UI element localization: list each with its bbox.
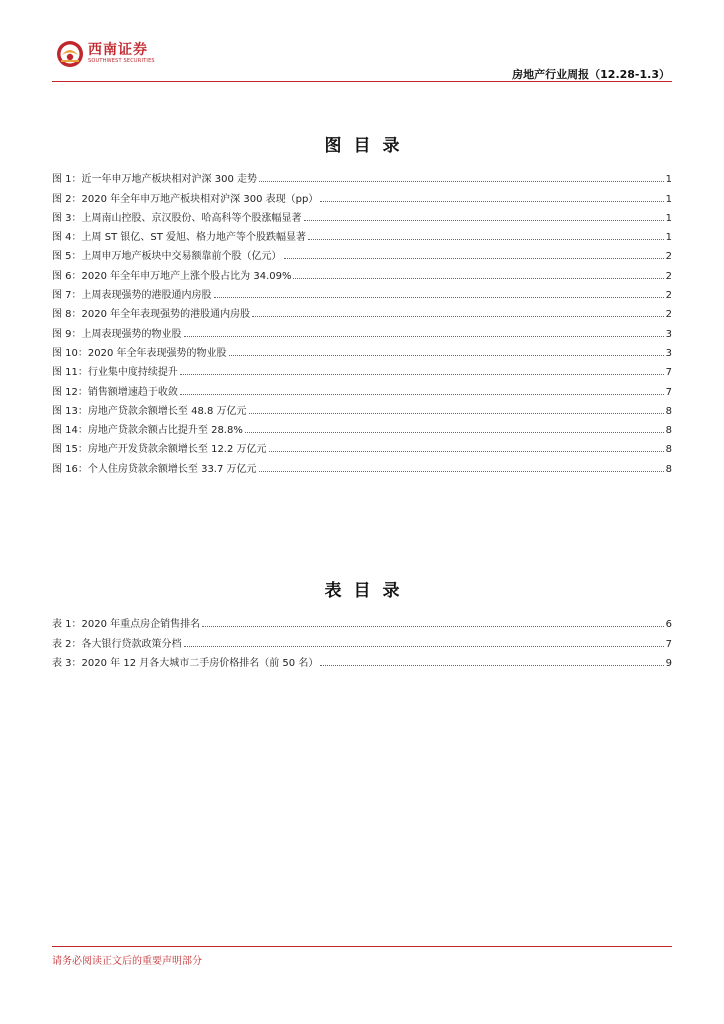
toc-entry-label: 图 1：近一年申万地产板块相对沪深 300 走势 (52, 174, 257, 186)
toc-page-number: 2 (665, 251, 672, 263)
toc-page-number: 8 (665, 444, 672, 456)
figure-toc-row[interactable] (52, 262, 672, 281)
table-toc-row[interactable] (52, 650, 672, 669)
toc-entry-label: 表 2：各大银行贷款政策分档 (52, 638, 182, 650)
toc-entry-label: 图 12：销售额增速趋于收敛 (52, 386, 178, 398)
toc-entry-label: 图 9：上周表现强势的物业股 (52, 328, 182, 340)
toc-page-number: 8 (665, 405, 672, 417)
toc-entry-label: 图 8：2020 年全年表现强势的港股通内房股 (52, 309, 251, 321)
figure-toc-row[interactable] (52, 417, 672, 436)
toc-page-number: 2 (665, 290, 672, 302)
figure-toc-row[interactable] (52, 359, 672, 378)
toc-entry-label: 图 10：2020 年全年表现强势的物业股 (52, 347, 227, 359)
toc-page-number: 6 (665, 619, 672, 631)
table-toc-list (52, 611, 672, 669)
figure-toc-row[interactable] (52, 224, 672, 243)
figure-toc-list (52, 166, 672, 475)
toc-entry-label: 图 11：行业集中度持续提升 (52, 367, 178, 379)
toc-leader (304, 220, 664, 221)
toc-page-number: 1 (665, 193, 672, 205)
figure-toc-row[interactable] (52, 282, 672, 301)
figure-toc-row[interactable] (52, 301, 672, 320)
footer-divider (52, 946, 672, 947)
toc-entry-label: 图 5：上周申万地产板块中交易额靠前个股（亿元） (52, 251, 282, 263)
figure-toc-row[interactable] (52, 398, 672, 417)
toc-page-number: 3 (665, 347, 672, 359)
figure-toc-row[interactable] (52, 320, 672, 339)
table-toc-row[interactable] (52, 611, 672, 630)
page-header (52, 36, 672, 82)
toc-page-number: 8 (665, 425, 672, 437)
logo-emblem-icon (56, 40, 84, 68)
table-toc-row[interactable] (52, 630, 672, 649)
figure-toc-row[interactable] (52, 205, 672, 224)
toc-page-number: 7 (665, 638, 672, 650)
toc-page-number: 2 (665, 309, 672, 321)
toc-leader (180, 374, 664, 375)
toc-entry-label: 图 15：房地产开发贷款余额增长至 12.2 万亿元 (52, 444, 267, 456)
toc-leader (229, 355, 664, 356)
toc-leader (320, 665, 663, 666)
toc-entry-label: 表 1：2020 年重点房企销售排名 (52, 619, 201, 631)
toc-entry-label: 图 6：2020 年全年申万地产上涨个股占比为 34.09% (52, 270, 292, 282)
toc-entry-label: 图 13：房地产贷款余额增长至 48.8 万亿元 (52, 405, 247, 417)
toc-leader (259, 181, 664, 182)
toc-leader (308, 239, 664, 240)
toc-leader (259, 471, 664, 472)
toc-entry-label: 图 14：房地产贷款余额占比提升至 28.8% (52, 425, 243, 437)
toc-leader (184, 336, 664, 337)
disclaimer-note: 请务必阅读正文后的重要声明部分 (52, 956, 202, 967)
toc-page-number: 9 (665, 657, 672, 669)
toc-entry-label: 图 7：上周表现强势的港股通内房股 (52, 290, 212, 302)
toc-leader (180, 394, 664, 395)
toc-page-number: 1 (665, 174, 672, 186)
header-divider (52, 81, 672, 82)
figure-toc-title: 图目录 (324, 136, 412, 156)
figure-toc-row[interactable] (52, 185, 672, 204)
toc-leader (284, 258, 664, 259)
toc-page-number: 7 (665, 367, 672, 379)
company-logo (56, 40, 155, 68)
figure-toc-row[interactable] (52, 455, 672, 474)
toc-entry-label: 图 4：上周 ST 银亿、ST 爱旭、格力地产等个股跌幅显著 (52, 232, 306, 244)
figure-toc-row[interactable] (52, 243, 672, 262)
toc-page-number: 7 (665, 386, 672, 398)
table-toc-title: 表目录 (324, 581, 412, 601)
toc-leader (252, 316, 663, 317)
toc-entry-label: 图 2：2020 年全年申万地产板块相对沪深 300 表现（pp） (52, 193, 319, 205)
toc-page-number: 8 (665, 463, 672, 475)
toc-page-number: 1 (665, 212, 672, 224)
figure-toc-row[interactable] (52, 436, 672, 455)
toc-page-number: 2 (665, 270, 672, 282)
figure-toc-row[interactable] (52, 166, 672, 185)
figure-toc-row[interactable] (52, 340, 672, 359)
figure-toc-row[interactable] (52, 378, 672, 397)
toc-leader (214, 297, 664, 298)
toc-leader (320, 201, 663, 202)
toc-entry-label: 图 16：个人住房贷款余额增长至 33.7 万亿元 (52, 463, 257, 475)
toc-leader (202, 626, 663, 627)
toc-entry-label: 表 3：2020 年 12 月各大城市二手房价格排名（前 50 名） (52, 657, 319, 669)
toc-entry-label: 图 3：上周南山控股、京汉股份、哈高科等个股涨幅显著 (52, 212, 302, 224)
toc-leader (293, 278, 663, 279)
toc-leader (269, 451, 664, 452)
logo-chinese-name: 西南证券 (88, 42, 148, 58)
report-title: 房地产行业周报（12.28-1.3） (512, 68, 670, 81)
logo-english-name: SOUTHWEST SECURITIES (88, 58, 155, 64)
toc-page-number: 3 (665, 328, 672, 340)
toc-leader (249, 413, 664, 414)
toc-page-number: 1 (665, 232, 672, 244)
toc-leader (184, 646, 664, 647)
toc-leader (245, 432, 664, 433)
